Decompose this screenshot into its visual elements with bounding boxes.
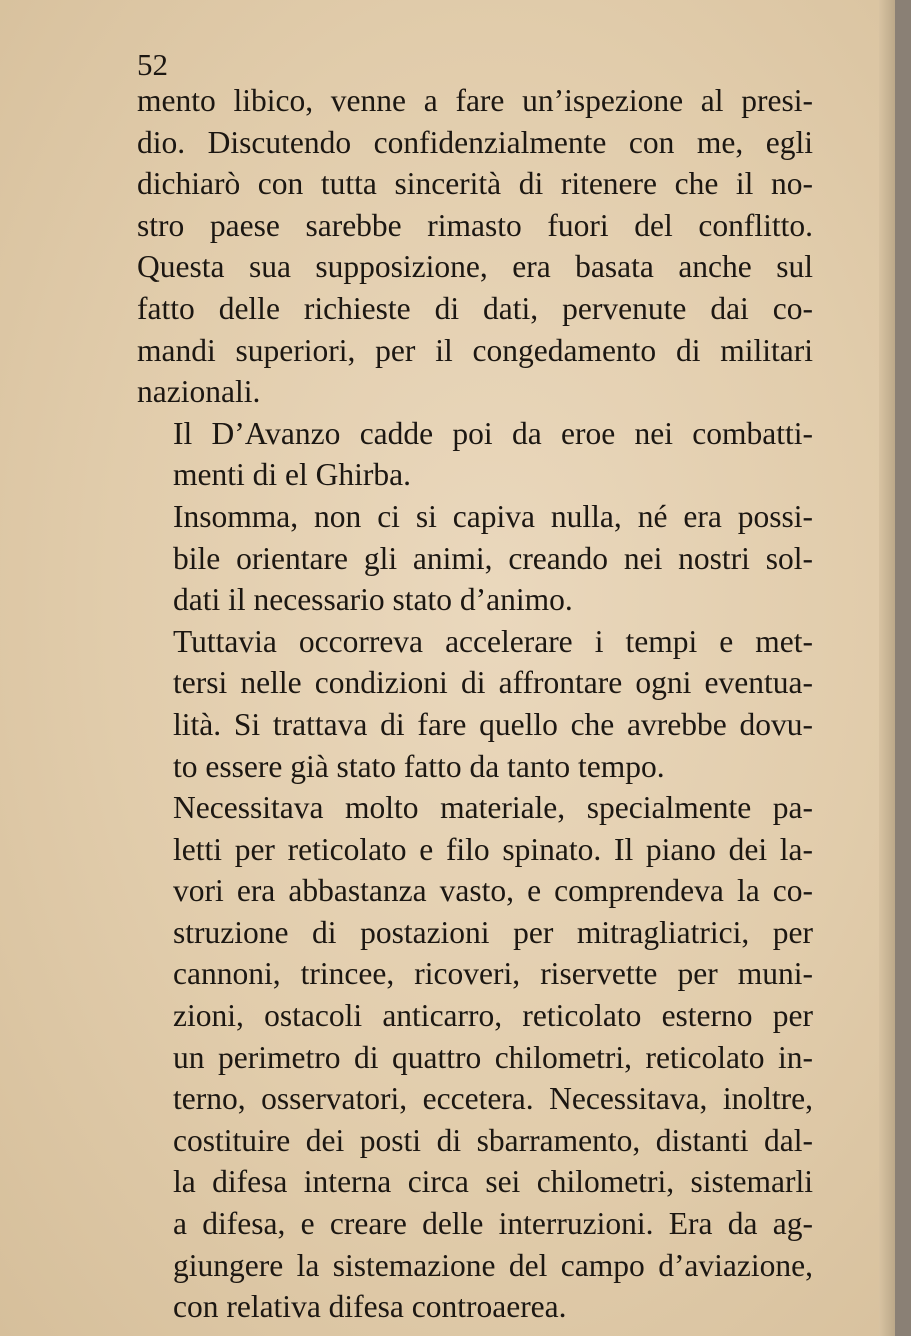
text-line: la difesa interna circa sei chilometri, sistemarli — [173, 1164, 813, 1200]
page-number: 52 — [137, 47, 168, 82]
text-line: mandi superiori, per il congedamento di militari — [137, 332, 813, 368]
text-line: Tuttavia occorreva accelerare i tempi e met- — [173, 623, 813, 659]
text-line: cannoni, trincee, ricoveri, riservette per muni- — [173, 956, 813, 992]
text-line: dati il necessario stato d’animo. — [173, 582, 573, 618]
paragraph — [137, 80, 813, 413]
text-line: zioni, ostacoli anticarro, reticolato esterno per — [173, 998, 813, 1034]
text-line: lità. Si trattava di fare quello che avrebbe dovu- — [173, 706, 813, 742]
page-edge-shadow — [879, 0, 895, 1336]
text-line: Questa sua supposizione, era basata anche sul — [137, 249, 813, 285]
text-line: Necessitava molto materiale, specialmente pa- — [173, 790, 813, 826]
paragraph — [137, 621, 813, 787]
text-line: bile orientare gli animi, creando nei nostri sol- — [173, 540, 813, 576]
paragraph — [137, 413, 813, 496]
text-line: letti per reticolato e filo spinato. Il piano dei la- — [173, 831, 813, 867]
text-line: stro paese sarebbe rimasto fuori del conflitto. — [137, 207, 813, 243]
text-line: mento libico, venne a fare un’ispezione al presi- — [137, 83, 813, 118]
text-line: to essere già stato fatto da tanto tempo. — [173, 748, 665, 784]
text-line: con relativa difesa controaerea. — [173, 1289, 567, 1325]
text-line: Insomma, non ci si capiva nulla, né era possi- — [173, 498, 813, 534]
paragraph — [137, 787, 813, 1328]
text-line: un perimetro di quattro chilometri, reticolato in- — [173, 1039, 813, 1075]
text-line: menti di el Ghirba. — [173, 457, 411, 493]
text-line: tersi nelle condizioni di affrontare ogni eventua- — [173, 665, 813, 701]
text-line: Il D’Avanzo cadde poi da eroe nei combatti- — [173, 415, 813, 451]
text-line: vori era abbastanza vasto, e comprendeva la co- — [173, 873, 813, 909]
text-line: dichiarò con tutta sincerità di ritenere che il no- — [137, 166, 813, 202]
text-line: a difesa, e creare delle interruzioni. Era da ag- — [173, 1206, 813, 1242]
text-line: costituire dei posti di sbarramento, distanti dal- — [173, 1122, 813, 1158]
paragraph — [137, 496, 813, 621]
text-line: dio. Discutendo confidenzialmente con me, egli — [137, 124, 813, 160]
text-line: fatto delle richieste di dati, pervenute dai co- — [137, 290, 813, 326]
text-line: terno, osservatori, eccetera. Necessitava, inoltre, — [173, 1081, 813, 1117]
text-line: nazionali. — [137, 374, 261, 410]
text-line: giungere la sistemazione del campo d’aviazione, — [173, 1247, 813, 1283]
body-text — [137, 80, 813, 1328]
text-line: struzione di postazioni per mitragliatrici, per — [173, 914, 813, 950]
